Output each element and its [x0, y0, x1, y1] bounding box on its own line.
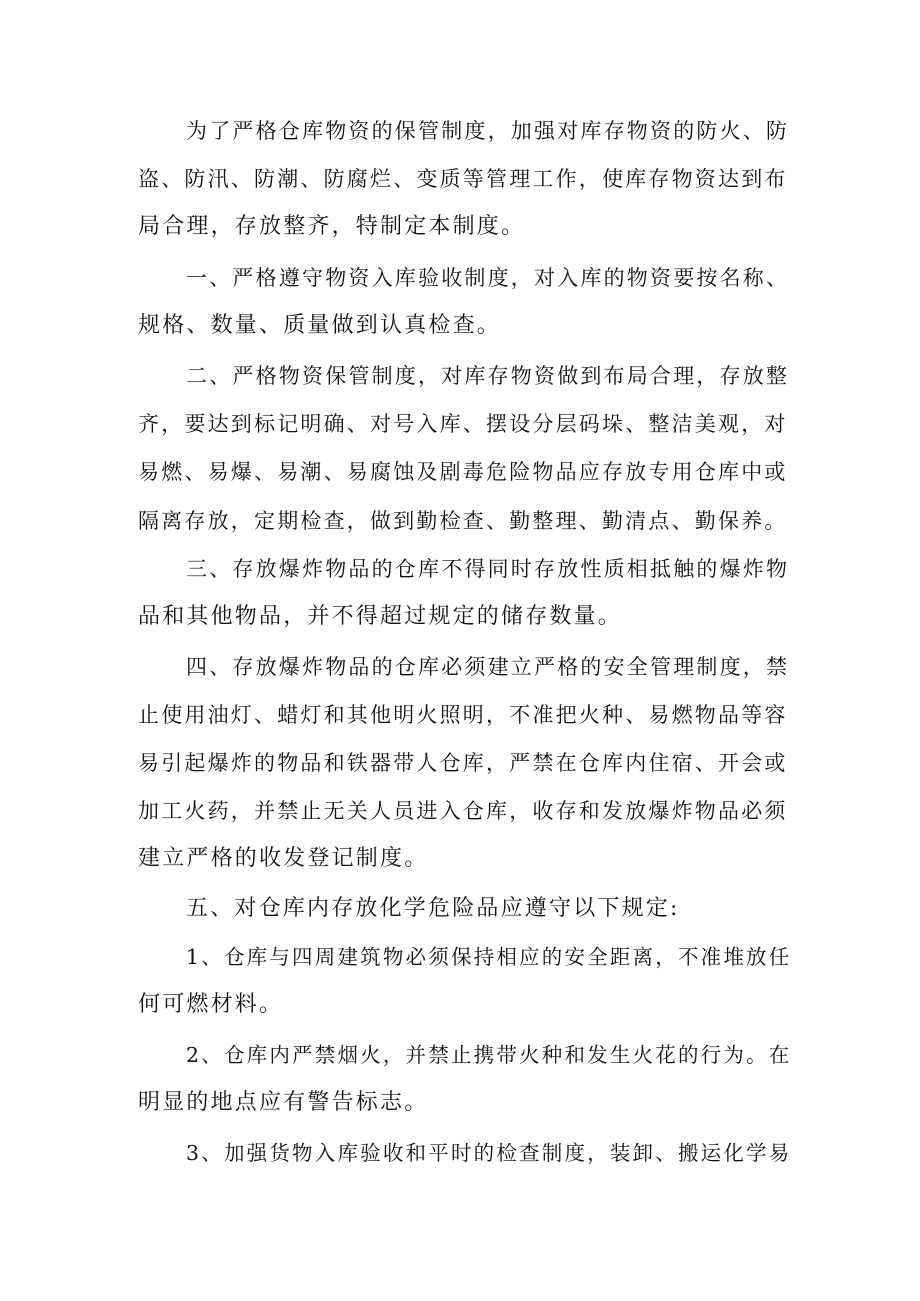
rule-4-line-4: 加工火药，并禁止无关人员进入仓库，收存和发放爆炸物品必须	[138, 799, 788, 823]
rule-5-1-line-2: 何可燃材料。	[138, 992, 284, 1017]
rule-3-line-1: 三、存放爆炸物品的仓库不得同时存放性质相抵触的爆炸物	[186, 557, 790, 581]
rule-4-line-3: 易引起爆炸的物品和铁器带人仓库，严禁在仓库内住宿、开会或	[138, 751, 788, 775]
intro-line-2: 盗、防汛、防潮、防腐烂、变质等管理工作，使库存物资达到布	[138, 167, 788, 191]
rule-1-line-1: 一、严格遵守物资入库验收制度，对入库的物资要按名称、	[186, 266, 790, 290]
rule-2-line-3: 易燃、易爆、易潮、易腐蚀及剧毒危险物品应存放专用仓库中或	[138, 460, 788, 484]
rule-5-1-line-1: 1、仓库与四周建筑物必须保持相应的安全距离，不准堆放任	[186, 945, 792, 969]
intro-line-1: 为了严格仓库物资的保管制度，加强对库存物资的防火、防	[186, 119, 790, 143]
rule-4-line-2: 止使用油灯、蜡灯和其他明火照明，不准把火种、易燃物品等容	[138, 703, 788, 727]
rule-2-line-4: 隔离存放，定期检查，做到勤检查、勤整理、勤清点、勤保养。	[138, 509, 788, 533]
rule-4-line-5: 建立严格的收发登记制度。	[138, 846, 429, 871]
rule-2-line-1: 二、严格物资保管制度，对库存物资做到布局合理，存放整	[186, 364, 790, 388]
rule-4-line-1: 四、存放爆炸物品的仓库必须建立严格的安全管理制度，禁	[186, 655, 790, 679]
rule-2-line-2: 齐，要达到标记明确、对号入库、摆设分层码垛、整洁美观，对	[138, 412, 788, 436]
rule-5-2-line-1: 2、仓库内严禁烟火，并禁止携带火种和发生火花的行为。在	[186, 1043, 792, 1067]
rule-5-2-line-2: 明显的地点应有警告标志。	[138, 1090, 429, 1115]
rule-5-line-1: 五、对仓库内存放化学危险品应遵守以下规定:	[186, 896, 680, 921]
rule-5-3-line-1: 3、加强货物入库验收和平时的检查制度，装卸、搬运化学易	[186, 1141, 792, 1165]
intro-line-3: 局合理，存放整齐，特制定本制度。	[138, 214, 526, 239]
rule-1-line-2: 规格、数量、质量做到认真检查。	[138, 313, 502, 338]
rule-3-line-2: 品和其他物品，并不得超过规定的储存数量。	[138, 604, 623, 629]
